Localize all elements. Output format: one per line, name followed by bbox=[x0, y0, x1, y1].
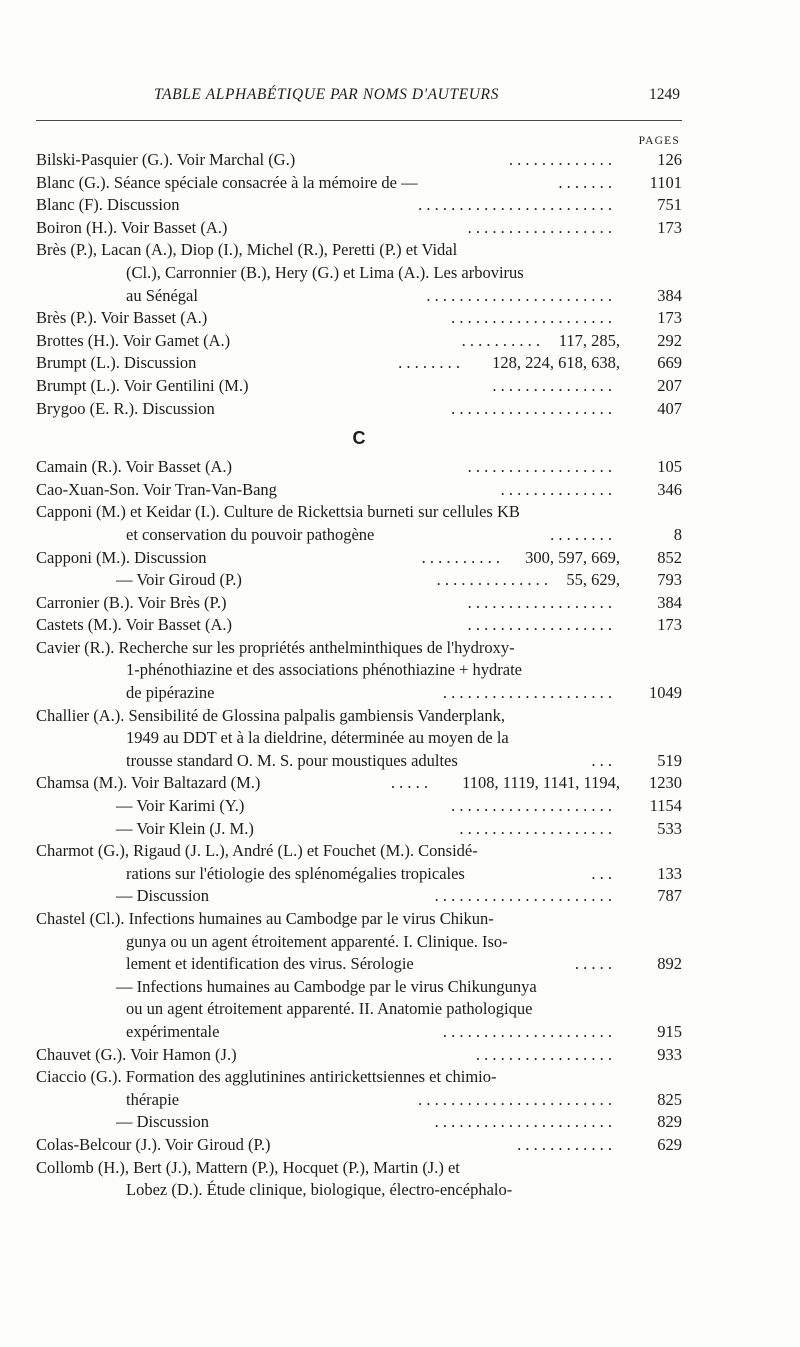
entry-text: — Voir Karimi (Y.) bbox=[116, 796, 245, 816]
entry-text: Brumpt (L.). Voir Gentilini (M.) bbox=[36, 375, 249, 395]
index-line bbox=[36, 1044, 682, 1067]
entry-text: expérimentale bbox=[126, 1021, 220, 1041]
dot-leader: . . . . . . . . . . . . . . . bbox=[492, 375, 612, 395]
dot-leader: . . . . . . . . . . . . . . . . . . . . . . . . bbox=[418, 195, 612, 215]
page-number-ref: 346 bbox=[657, 479, 682, 499]
entry-text: Brès (P.). Voir Basset (A.) bbox=[36, 308, 208, 328]
dot-leader: . . . . . . . . . . . . . . . . . . . . . . . bbox=[426, 285, 612, 305]
entry-text: Brygoo (E. R.). Discussion bbox=[36, 398, 215, 418]
page-number-ref: 1154 bbox=[649, 796, 682, 816]
index-line bbox=[36, 456, 682, 479]
dot-leader: . . . . . . . . . . . . . . . . . bbox=[475, 1044, 612, 1064]
page-references: 1108, 1119, 1141, 1194, bbox=[462, 773, 620, 793]
entry-text: lement et identification des virus. Sérologie bbox=[126, 954, 414, 974]
page-number-ref: 829 bbox=[657, 1112, 682, 1132]
dot-leader: . . . . . . . . . . bbox=[461, 330, 540, 350]
page-number-ref: 173 bbox=[657, 217, 682, 237]
index-line bbox=[36, 953, 682, 976]
entry-text: Boiron (H.). Voir Basset (A.) bbox=[36, 217, 228, 237]
dot-leader: . . . . . . . . . . . . . . . . . . . . . . bbox=[434, 886, 612, 906]
dot-leader: . . . . . . . . . . bbox=[421, 547, 500, 567]
index-line bbox=[36, 1157, 682, 1180]
index-line bbox=[36, 614, 682, 637]
entries-group-b bbox=[36, 149, 682, 420]
entry-text: Brottes (H.). Voir Gamet (A.) bbox=[36, 330, 231, 350]
page-references: 300, 597, 669, bbox=[525, 547, 620, 567]
index-line bbox=[36, 501, 682, 524]
index-line bbox=[36, 479, 682, 502]
entry-text: Cavier (R.). Recherche sur les propriétés anthelminthiques de l'hydroxy- bbox=[36, 637, 515, 657]
index-line bbox=[36, 285, 682, 308]
entry-text: gunya ou un agent étroitement apparenté. I. Clinique. Iso- bbox=[126, 931, 508, 951]
page-references: 128, 224, 618, 638, bbox=[492, 353, 620, 373]
index-line bbox=[36, 727, 682, 750]
index-line bbox=[36, 569, 682, 592]
entry-text: Charmot (G.), Rigaud (J. L.), André (L.) et Fouchet (M.). Considé- bbox=[36, 841, 478, 861]
index-line bbox=[36, 239, 682, 262]
index-line bbox=[36, 524, 682, 547]
index-line bbox=[36, 330, 682, 353]
index-line bbox=[36, 1111, 682, 1134]
page-number-ref: 1230 bbox=[649, 773, 682, 793]
dot-leader: . . . . . . . . . . . . . . . . . . bbox=[467, 592, 612, 612]
index-line bbox=[36, 772, 682, 795]
page-number-ref: 852 bbox=[657, 547, 682, 567]
index-line bbox=[36, 863, 682, 886]
index-line bbox=[36, 307, 682, 330]
entry-text: 1949 au DDT et à la dieldrine, déterminée au moyen de la bbox=[126, 728, 509, 748]
dot-leader: . . . . . . . . . . . . . . . . . . bbox=[467, 217, 612, 237]
entry-text: 1-phénothiazine et des associations phénothiazine + hydrate bbox=[126, 660, 523, 680]
entry-text: — Voir Giroud (P.) bbox=[116, 570, 242, 590]
dot-leader: . . . . . . . bbox=[558, 172, 612, 192]
index-line bbox=[36, 885, 682, 908]
page-header bbox=[36, 86, 684, 110]
author-index bbox=[36, 149, 682, 1202]
entry-text: Camain (R.). Voir Basset (A.) bbox=[36, 457, 232, 477]
index-line bbox=[36, 976, 682, 999]
index-line bbox=[36, 1021, 682, 1044]
index-line bbox=[36, 375, 682, 398]
index-line bbox=[36, 398, 682, 421]
entries-group-c bbox=[36, 456, 682, 1202]
index-line bbox=[36, 818, 682, 841]
dot-leader: . . . . . . . . . . . . . . . . . . . . . . . . bbox=[418, 1089, 612, 1109]
dot-leader: . . . . . . . . . . . . . . . . . . bbox=[467, 457, 612, 477]
index-line bbox=[36, 262, 682, 285]
index-line bbox=[36, 637, 682, 660]
entry-text: Capponi (M.). Discussion bbox=[36, 547, 207, 567]
section-letter: C bbox=[352, 428, 366, 449]
entry-text: trousse standard O. M. S. pour moustiques adultes bbox=[126, 750, 458, 770]
dot-leader: . . . . . . . . . . . . bbox=[517, 1134, 612, 1154]
entry-text: Ciaccio (G.). Formation des agglutinines antirickettsiennes et chimio- bbox=[36, 1067, 497, 1087]
page-number-ref: 1101 bbox=[649, 172, 682, 192]
dot-leader: . . . . . . . . . . . . . . bbox=[436, 570, 548, 590]
page-number-ref: 669 bbox=[657, 353, 682, 373]
index-line bbox=[36, 217, 682, 240]
entry-text: (Cl.), Carronnier (B.), Hery (G.) et Lima (A.). Les arbovirus bbox=[126, 262, 524, 282]
entry-text: Blanc (F). Discussion bbox=[36, 195, 180, 215]
dot-leader: . . . . . bbox=[574, 954, 612, 974]
dot-leader: . . . . . . . . . . . . . . . . . . . bbox=[459, 818, 612, 838]
entry-text: Brès (P.), Lacan (A.), Diop (I.), Michel (R.), Peretti (P.) et Vidal bbox=[36, 240, 458, 260]
index-line bbox=[36, 705, 682, 728]
entry-text: Colas-Belcour (J.). Voir Giroud (P.) bbox=[36, 1134, 271, 1154]
entry-text: Brumpt (L.). Discussion bbox=[36, 353, 197, 373]
dot-leader: . . . . . . . . . . . . . . bbox=[500, 479, 612, 499]
entry-text: Lobez (D.). Étude clinique, biologique, électro-encéphalo- bbox=[126, 1180, 513, 1200]
entry-text: Bilski-Pasquier (G.). Voir Marchal (G.) bbox=[36, 150, 296, 169]
entry-text: Chauvet (G.). Voir Hamon (J.) bbox=[36, 1044, 237, 1064]
entry-text: thérapie bbox=[126, 1089, 180, 1109]
index-line bbox=[36, 1066, 682, 1089]
entry-text: Chastel (Cl.). Infections humaines au Cambodge par le virus Chikun- bbox=[36, 909, 494, 928]
page-number-ref: 629 bbox=[657, 1134, 682, 1154]
index-line bbox=[36, 1134, 682, 1157]
page-number-ref: 933 bbox=[657, 1044, 682, 1064]
index-line bbox=[36, 682, 682, 705]
dot-leader: . . . . . . . . . . . . . . . . . . . . . bbox=[442, 683, 612, 703]
dot-leader: . . . . . . . . bbox=[398, 353, 460, 373]
dot-leader: . . . . . . . . . . . . . . . . . . bbox=[467, 615, 612, 635]
entry-text: Cao-Xuan-Son. Voir Tran-Van-Bang bbox=[36, 479, 277, 499]
page-number-ref: 787 bbox=[657, 886, 682, 906]
entry-text: ou un agent étroitement apparenté. II. Anatomie pathologique bbox=[126, 999, 533, 1019]
dot-leader: . . . bbox=[591, 750, 612, 770]
entry-text: et conservation du pouvoir pathogène bbox=[126, 524, 375, 544]
entry-text: — Discussion bbox=[116, 1112, 210, 1132]
entry-text: Challier (A.). Sensibilité de Glossina palpalis gambiensis Vanderplank, bbox=[36, 705, 505, 725]
page-number-ref: 292 bbox=[657, 330, 682, 350]
dot-leader: . . . . . . . . . . . . . . . . . . . . . . bbox=[434, 1112, 612, 1132]
index-line bbox=[36, 931, 682, 954]
index-line bbox=[36, 659, 682, 682]
entry-text: — Infections humaines au Cambodge par le virus Chikungunya bbox=[116, 976, 537, 996]
page-number-ref: 126 bbox=[657, 150, 682, 169]
entry-text: Blanc (G.). Séance spéciale consacrée à la mémoire de — bbox=[36, 172, 418, 192]
dot-leader: . . . . . . . . bbox=[550, 524, 612, 544]
index-line bbox=[36, 172, 682, 195]
page-number-ref: 825 bbox=[657, 1089, 682, 1109]
index-line bbox=[36, 547, 682, 570]
index-line bbox=[36, 149, 682, 172]
dot-leader: . . . . . . . . . . . . . bbox=[508, 150, 612, 169]
page-number-ref: 207 bbox=[657, 375, 682, 395]
entry-text: Collomb (H.), Bert (J.), Mattern (P.), Hocquet (P.), Martin (J.) et bbox=[36, 1157, 460, 1177]
index-line bbox=[36, 1179, 682, 1202]
page-number-ref: 105 bbox=[657, 457, 682, 477]
page-number-ref: 407 bbox=[657, 398, 682, 418]
pages-column-label: PAGES bbox=[638, 135, 680, 147]
page-number-ref: 173 bbox=[657, 308, 682, 328]
page-number-ref: 519 bbox=[657, 750, 682, 770]
page-number-ref: 8 bbox=[673, 524, 682, 544]
entry-text: Capponi (M.) et Keidar (I.). Culture de Rickettsia burneti sur cellules KB bbox=[36, 502, 520, 522]
entry-text: — Discussion bbox=[116, 886, 210, 906]
page-number-ref: 533 bbox=[657, 818, 682, 838]
dot-leader: . . . . . . . . . . . . . . . . . . . . bbox=[451, 398, 612, 418]
entry-text: Castets (M.). Voir Basset (A.) bbox=[36, 615, 233, 635]
page-number-ref: 892 bbox=[657, 954, 682, 974]
index-line bbox=[36, 750, 682, 773]
index-line bbox=[36, 840, 682, 863]
index-line bbox=[36, 795, 682, 818]
entry-text: Carronier (B.). Voir Brès (P.) bbox=[36, 592, 227, 612]
dot-leader: . . . . . . . . . . . . . . . . . . . . . bbox=[442, 1021, 612, 1041]
page-references: 117, 285, bbox=[558, 330, 620, 350]
entry-text: de pipérazine bbox=[126, 683, 215, 703]
page-references: 55, 629, bbox=[566, 570, 620, 590]
header-rule bbox=[36, 120, 682, 121]
page-number: 1249 bbox=[649, 86, 680, 103]
dot-leader: . . . . . . . . . . . . . . . . . . . . bbox=[451, 308, 612, 328]
running-title: TABLE ALPHABÉTIQUE PAR NOMS D'AUTEURS bbox=[154, 86, 499, 103]
page-number-ref: 751 bbox=[657, 195, 682, 215]
index-line bbox=[36, 908, 682, 931]
entry-text: Chamsa (M.). Voir Baltazard (M.) bbox=[36, 773, 261, 793]
page-number-ref: 173 bbox=[657, 615, 682, 635]
dot-leader: . . . . . . . . . . . . . . . . . . . . bbox=[451, 796, 612, 816]
page-number-ref: 793 bbox=[657, 570, 682, 590]
page-number-ref: 384 bbox=[657, 592, 682, 612]
page-number-ref: 1049 bbox=[649, 683, 682, 703]
entry-text: au Sénégal bbox=[126, 285, 198, 305]
index-line bbox=[36, 592, 682, 615]
page-number-ref: 133 bbox=[657, 863, 682, 883]
entry-text: rations sur l'étiologie des splénomégalies tropicales bbox=[126, 863, 465, 883]
index-line bbox=[36, 1089, 682, 1112]
dot-leader: . . . . . bbox=[390, 773, 428, 793]
index-line bbox=[36, 194, 682, 217]
dot-leader: . . . bbox=[591, 863, 612, 883]
page-number-ref: 915 bbox=[657, 1021, 682, 1041]
index-line bbox=[36, 352, 682, 375]
index-line bbox=[36, 998, 682, 1021]
entry-text: — Voir Klein (J. M.) bbox=[116, 818, 254, 838]
page-number-ref: 384 bbox=[657, 285, 682, 305]
